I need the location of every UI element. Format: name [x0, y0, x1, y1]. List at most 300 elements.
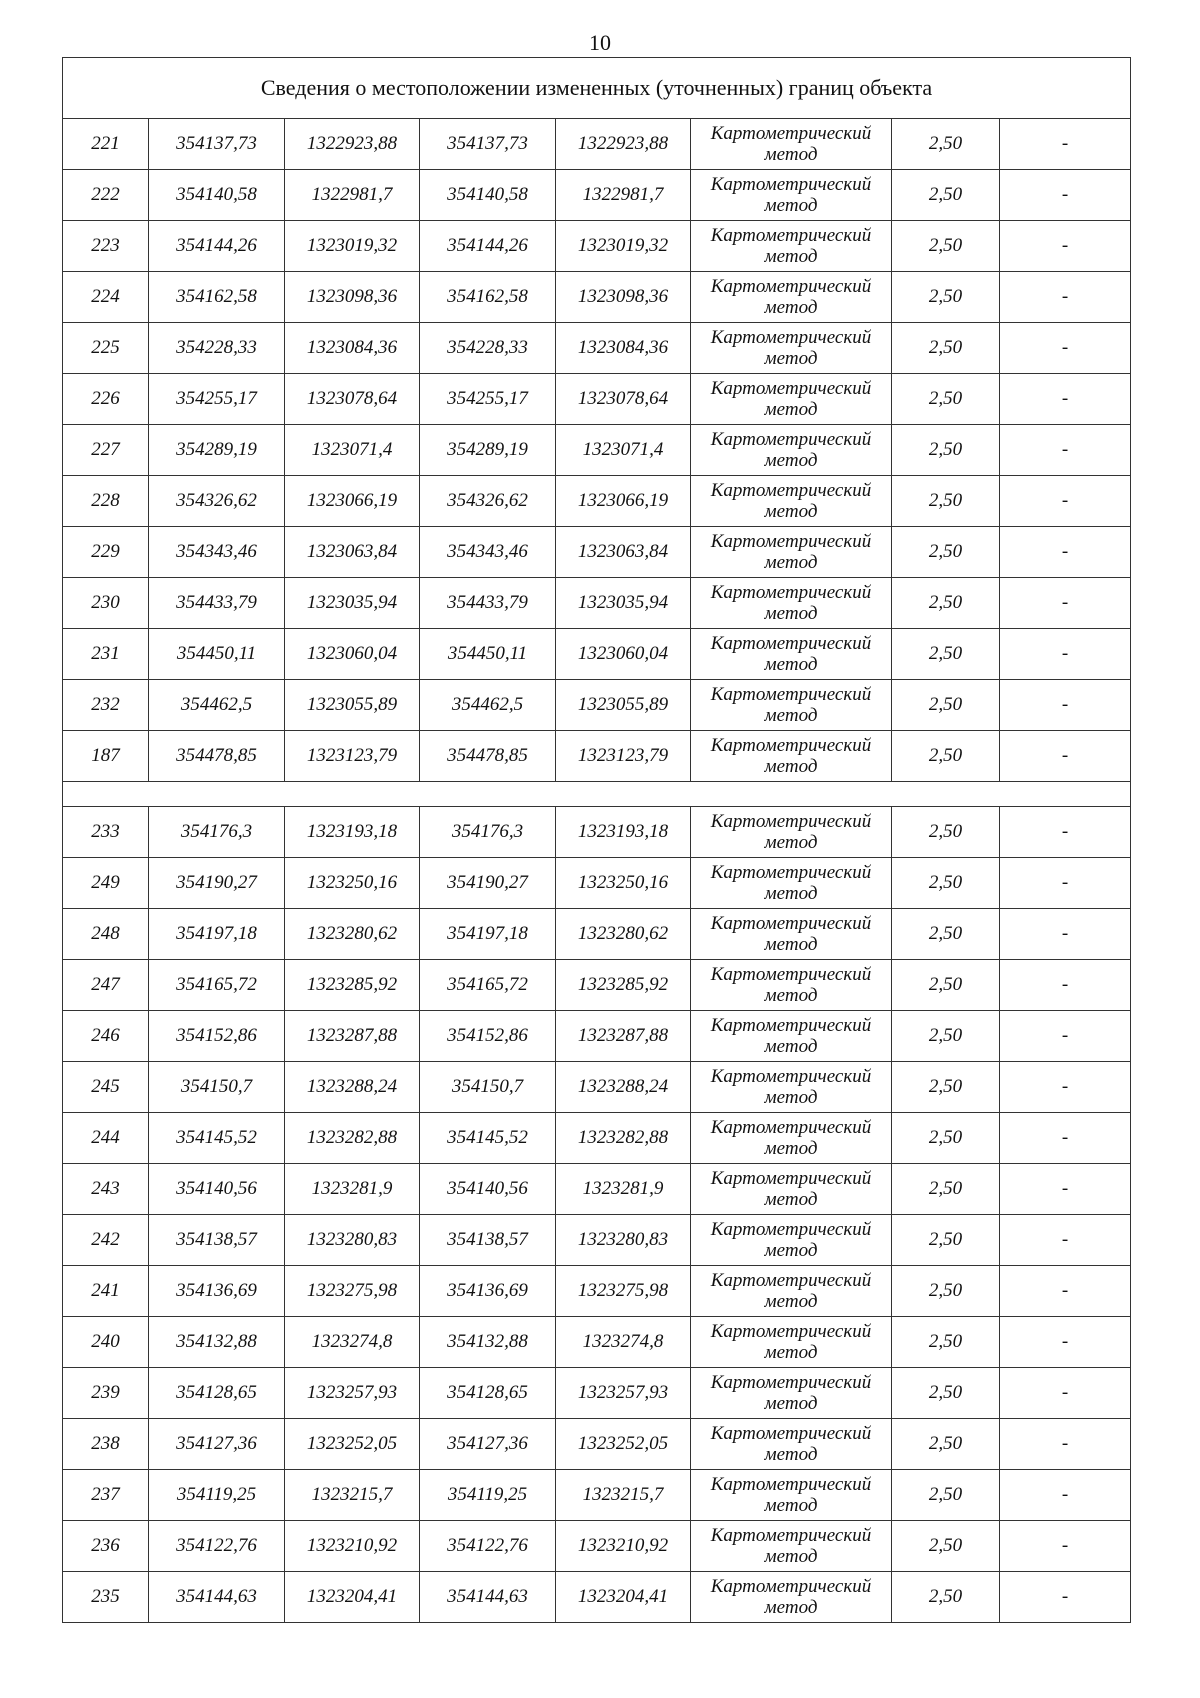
refined-x-cell: 354127,36 [420, 1419, 556, 1470]
existing-x-cell: 354128,65 [149, 1368, 285, 1419]
table-row [63, 527, 1131, 578]
table-row [63, 1419, 1131, 1470]
method-line-1: Картометрический [710, 1321, 872, 1342]
existing-x-cell: 354343,46 [149, 527, 285, 578]
table-row [63, 170, 1131, 221]
table-row [63, 1317, 1131, 1368]
refined-y-cell: 1323280,62 [556, 909, 691, 960]
accuracy-cell: 2,50 [892, 527, 1000, 578]
method-line-2: метод [764, 1597, 818, 1618]
table-row [63, 425, 1131, 476]
refined-x-cell: 354176,3 [420, 807, 556, 858]
method-line-1: Картометрический [710, 684, 872, 705]
method-line-1: Картометрический [710, 123, 872, 144]
existing-x-cell: 354478,85 [149, 731, 285, 782]
method-line-1: Картометрический [710, 1117, 872, 1138]
refined-y-cell: 1323019,32 [556, 221, 691, 272]
point-number-cell: 238 [63, 1419, 149, 1470]
point-number-cell: 233 [63, 807, 149, 858]
method-line-1: Картометрический [710, 964, 872, 985]
refined-x-cell: 354122,76 [420, 1521, 556, 1572]
refined-x-cell: 354138,57 [420, 1215, 556, 1266]
accuracy-cell: 2,50 [892, 858, 1000, 909]
note-cell: - [1000, 1317, 1131, 1368]
refined-y-cell: 1323098,36 [556, 272, 691, 323]
method-line-1: Картометрический [710, 1168, 872, 1189]
method-cell [691, 1317, 892, 1368]
refined-x-cell: 354228,33 [420, 323, 556, 374]
method-cell [691, 1572, 892, 1623]
method-line-2: метод [764, 399, 818, 420]
method-line-1: Картометрический [710, 1423, 872, 1444]
section-title-row [63, 58, 1131, 119]
note-cell: - [1000, 1113, 1131, 1164]
method-line-1: Картометрический [710, 913, 872, 934]
accuracy-cell: 2,50 [892, 1113, 1000, 1164]
refined-x-cell: 354128,65 [420, 1368, 556, 1419]
table-row [63, 1062, 1131, 1113]
existing-y-cell: 1323287,88 [285, 1011, 420, 1062]
method-cell [691, 858, 892, 909]
method-line-1: Картометрический [710, 633, 872, 654]
refined-y-cell: 1323250,16 [556, 858, 691, 909]
table-row [63, 960, 1131, 1011]
refined-x-cell: 354137,73 [420, 119, 556, 170]
accuracy-cell: 2,50 [892, 272, 1000, 323]
method-line-1: Картометрический [710, 531, 872, 552]
existing-x-cell: 354137,73 [149, 119, 285, 170]
refined-x-cell: 354433,79 [420, 578, 556, 629]
method-line-2: метод [764, 552, 818, 573]
point-number-cell: 243 [63, 1164, 149, 1215]
table-row [63, 323, 1131, 374]
method-cell [691, 960, 892, 1011]
note-cell: - [1000, 1521, 1131, 1572]
table-row [63, 680, 1131, 731]
table-row [63, 1266, 1131, 1317]
existing-y-cell: 1322981,7 [285, 170, 420, 221]
note-cell: - [1000, 1470, 1131, 1521]
existing-x-cell: 354127,36 [149, 1419, 285, 1470]
table-row [63, 1011, 1131, 1062]
accuracy-cell: 2,50 [892, 374, 1000, 425]
table-row [63, 731, 1131, 782]
method-line-1: Картометрический [710, 378, 872, 399]
method-line-2: метод [764, 1546, 818, 1567]
note-cell: - [1000, 1062, 1131, 1113]
note-cell: - [1000, 731, 1131, 782]
refined-y-cell: 1323288,24 [556, 1062, 691, 1113]
method-line-2: метод [764, 603, 818, 624]
method-cell [691, 476, 892, 527]
refined-x-cell: 354462,5 [420, 680, 556, 731]
existing-x-cell: 354289,19 [149, 425, 285, 476]
accuracy-cell: 2,50 [892, 1368, 1000, 1419]
refined-x-cell: 354140,56 [420, 1164, 556, 1215]
refined-y-cell: 1323275,98 [556, 1266, 691, 1317]
refined-y-cell: 1323066,19 [556, 476, 691, 527]
note-cell: - [1000, 221, 1131, 272]
method-cell [691, 527, 892, 578]
note-cell: - [1000, 960, 1131, 1011]
existing-x-cell: 354144,63 [149, 1572, 285, 1623]
existing-x-cell: 354140,58 [149, 170, 285, 221]
note-cell: - [1000, 1164, 1131, 1215]
refined-x-cell: 354152,86 [420, 1011, 556, 1062]
accuracy-cell: 2,50 [892, 1164, 1000, 1215]
refined-x-cell: 354144,63 [420, 1572, 556, 1623]
refined-x-cell: 354136,69 [420, 1266, 556, 1317]
method-line-1: Картометрический [710, 1525, 872, 1546]
point-number-cell: 225 [63, 323, 149, 374]
accuracy-cell: 2,50 [892, 425, 1000, 476]
refined-y-cell: 1323063,84 [556, 527, 691, 578]
table-row [63, 272, 1131, 323]
accuracy-cell: 2,50 [892, 476, 1000, 527]
refined-x-cell: 354165,72 [420, 960, 556, 1011]
refined-y-cell: 1323071,4 [556, 425, 691, 476]
existing-y-cell: 1323210,92 [285, 1521, 420, 1572]
method-line-1: Картометрический [710, 1270, 872, 1291]
table-row [63, 374, 1131, 425]
refined-y-cell: 1323280,83 [556, 1215, 691, 1266]
point-number-cell: 236 [63, 1521, 149, 1572]
note-cell: - [1000, 1368, 1131, 1419]
existing-y-cell: 1322923,88 [285, 119, 420, 170]
note-cell: - [1000, 374, 1131, 425]
accuracy-cell: 2,50 [892, 1011, 1000, 1062]
accuracy-cell: 2,50 [892, 170, 1000, 221]
point-number-cell: 224 [63, 272, 149, 323]
existing-y-cell: 1323055,89 [285, 680, 420, 731]
refined-y-cell: 1323210,92 [556, 1521, 691, 1572]
existing-y-cell: 1323252,05 [285, 1419, 420, 1470]
refined-y-cell: 1323035,94 [556, 578, 691, 629]
point-number-cell: 228 [63, 476, 149, 527]
method-cell [691, 731, 892, 782]
refined-x-cell: 354132,88 [420, 1317, 556, 1368]
accuracy-cell: 2,50 [892, 119, 1000, 170]
method-cell [691, 425, 892, 476]
point-number-cell: 222 [63, 170, 149, 221]
point-number-cell: 227 [63, 425, 149, 476]
method-cell [691, 170, 892, 221]
method-line-1: Картометрический [710, 174, 872, 195]
accuracy-cell: 2,50 [892, 578, 1000, 629]
point-number-cell: 239 [63, 1368, 149, 1419]
method-cell [691, 272, 892, 323]
accuracy-cell: 2,50 [892, 1572, 1000, 1623]
refined-x-cell: 354343,46 [420, 527, 556, 578]
point-number-cell: 223 [63, 221, 149, 272]
accuracy-cell: 2,50 [892, 807, 1000, 858]
refined-x-cell: 354326,62 [420, 476, 556, 527]
existing-y-cell: 1323280,83 [285, 1215, 420, 1266]
accuracy-cell: 2,50 [892, 1419, 1000, 1470]
refined-y-cell: 1323252,05 [556, 1419, 691, 1470]
method-line-2: метод [764, 985, 818, 1006]
method-line-1: Картометрический [710, 276, 872, 297]
refined-x-cell: 354197,18 [420, 909, 556, 960]
refined-y-cell: 1323084,36 [556, 323, 691, 374]
table-row [63, 1368, 1131, 1419]
refined-x-cell: 354150,7 [420, 1062, 556, 1113]
refined-y-cell: 1323055,89 [556, 680, 691, 731]
existing-x-cell: 354190,27 [149, 858, 285, 909]
table-row [63, 578, 1131, 629]
existing-y-cell: 1323098,36 [285, 272, 420, 323]
method-line-1: Картометрический [710, 1066, 872, 1087]
point-number-cell: 242 [63, 1215, 149, 1266]
point-number-cell: 231 [63, 629, 149, 680]
note-cell: - [1000, 858, 1131, 909]
refined-y-cell: 1323215,7 [556, 1470, 691, 1521]
existing-x-cell: 354132,88 [149, 1317, 285, 1368]
method-line-2: метод [764, 1087, 818, 1108]
method-line-2: метод [764, 1240, 818, 1261]
existing-y-cell: 1323019,32 [285, 221, 420, 272]
existing-y-cell: 1323285,92 [285, 960, 420, 1011]
method-line-2: метод [764, 883, 818, 904]
method-line-2: метод [764, 654, 818, 675]
existing-y-cell: 1323060,04 [285, 629, 420, 680]
accuracy-cell: 2,50 [892, 1266, 1000, 1317]
method-line-1: Картометрический [710, 429, 872, 450]
point-number-cell: 241 [63, 1266, 149, 1317]
method-cell [691, 1011, 892, 1062]
accuracy-cell: 2,50 [892, 1062, 1000, 1113]
refined-x-cell: 354119,25 [420, 1470, 556, 1521]
existing-y-cell: 1323063,84 [285, 527, 420, 578]
point-number-cell: 245 [63, 1062, 149, 1113]
existing-x-cell: 354162,58 [149, 272, 285, 323]
point-number-cell: 221 [63, 119, 149, 170]
method-cell [691, 119, 892, 170]
table-row [63, 221, 1131, 272]
group-separator-row [63, 782, 1131, 807]
method-line-2: метод [764, 1342, 818, 1363]
refined-y-cell: 1323274,8 [556, 1317, 691, 1368]
existing-x-cell: 354150,7 [149, 1062, 285, 1113]
method-cell [691, 1368, 892, 1419]
existing-y-cell: 1323281,9 [285, 1164, 420, 1215]
existing-x-cell: 354450,11 [149, 629, 285, 680]
refined-x-cell: 354478,85 [420, 731, 556, 782]
table-row [63, 1113, 1131, 1164]
existing-y-cell: 1323078,64 [285, 374, 420, 425]
existing-y-cell: 1323257,93 [285, 1368, 420, 1419]
method-cell [691, 578, 892, 629]
refined-x-cell: 354145,52 [420, 1113, 556, 1164]
existing-y-cell: 1323282,88 [285, 1113, 420, 1164]
method-line-2: метод [764, 705, 818, 726]
point-number-cell: 246 [63, 1011, 149, 1062]
method-line-1: Картометрический [710, 1576, 872, 1597]
point-number-cell: 229 [63, 527, 149, 578]
refined-y-cell: 1323281,9 [556, 1164, 691, 1215]
existing-x-cell: 354136,69 [149, 1266, 285, 1317]
note-cell: - [1000, 1215, 1131, 1266]
existing-y-cell: 1323035,94 [285, 578, 420, 629]
accuracy-cell: 2,50 [892, 909, 1000, 960]
method-line-1: Картометрический [710, 1474, 872, 1495]
existing-x-cell: 354145,52 [149, 1113, 285, 1164]
method-line-2: метод [764, 1036, 818, 1057]
refined-x-cell: 354190,27 [420, 858, 556, 909]
existing-x-cell: 354144,26 [149, 221, 285, 272]
note-cell: - [1000, 119, 1131, 170]
point-number-cell: 240 [63, 1317, 149, 1368]
point-number-cell: 248 [63, 909, 149, 960]
refined-y-cell: 1323287,88 [556, 1011, 691, 1062]
method-line-2: метод [764, 1444, 818, 1465]
accuracy-cell: 2,50 [892, 1317, 1000, 1368]
method-cell [691, 1113, 892, 1164]
method-line-2: метод [764, 934, 818, 955]
existing-y-cell: 1323071,4 [285, 425, 420, 476]
method-cell [691, 909, 892, 960]
refined-x-cell: 354450,11 [420, 629, 556, 680]
note-cell: - [1000, 527, 1131, 578]
note-cell: - [1000, 323, 1131, 374]
method-cell [691, 1266, 892, 1317]
point-number-cell: 247 [63, 960, 149, 1011]
existing-y-cell: 1323288,24 [285, 1062, 420, 1113]
accuracy-cell: 2,50 [892, 323, 1000, 374]
method-line-2: метод [764, 246, 818, 267]
point-number-cell: 232 [63, 680, 149, 731]
table-row [63, 807, 1131, 858]
accuracy-cell: 2,50 [892, 1521, 1000, 1572]
existing-y-cell: 1323123,79 [285, 731, 420, 782]
note-cell: - [1000, 1011, 1131, 1062]
method-line-2: метод [764, 195, 818, 216]
refined-x-cell: 354144,26 [420, 221, 556, 272]
method-cell [691, 374, 892, 425]
existing-x-cell: 354138,57 [149, 1215, 285, 1266]
method-line-2: метод [764, 1393, 818, 1414]
method-line-1: Картометрический [710, 1372, 872, 1393]
refined-y-cell: 1323193,18 [556, 807, 691, 858]
point-number-cell: 244 [63, 1113, 149, 1164]
refined-x-cell: 354255,17 [420, 374, 556, 425]
point-number-cell: 230 [63, 578, 149, 629]
method-line-2: метод [764, 832, 818, 853]
table-row [63, 1521, 1131, 1572]
refined-x-cell: 354140,58 [420, 170, 556, 221]
note-cell: - [1000, 1266, 1131, 1317]
table-row [63, 858, 1131, 909]
existing-x-cell: 354228,33 [149, 323, 285, 374]
accuracy-cell: 2,50 [892, 1470, 1000, 1521]
existing-y-cell: 1323280,62 [285, 909, 420, 960]
existing-x-cell: 354176,3 [149, 807, 285, 858]
method-cell [691, 1062, 892, 1113]
point-number-cell: 249 [63, 858, 149, 909]
existing-y-cell: 1323274,8 [285, 1317, 420, 1368]
refined-y-cell: 1323078,64 [556, 374, 691, 425]
refined-y-cell: 1322923,88 [556, 119, 691, 170]
refined-y-cell: 1323204,41 [556, 1572, 691, 1623]
method-line-1: Картометрический [710, 582, 872, 603]
method-cell [691, 1470, 892, 1521]
method-cell [691, 323, 892, 374]
note-cell: - [1000, 1572, 1131, 1623]
refined-y-cell: 1323285,92 [556, 960, 691, 1011]
method-line-1: Картометрический [710, 225, 872, 246]
method-line-2: метод [764, 1495, 818, 1516]
existing-x-cell: 354255,17 [149, 374, 285, 425]
method-line-1: Картометрический [710, 735, 872, 756]
table-row [63, 629, 1131, 680]
refined-y-cell: 1323060,04 [556, 629, 691, 680]
page-number: 10 [589, 30, 611, 55]
refined-y-cell: 1323282,88 [556, 1113, 691, 1164]
point-number-cell: 237 [63, 1470, 149, 1521]
note-cell: - [1000, 476, 1131, 527]
accuracy-cell: 2,50 [892, 731, 1000, 782]
method-line-2: метод [764, 501, 818, 522]
method-line-1: Картометрический [710, 862, 872, 883]
existing-x-cell: 354140,56 [149, 1164, 285, 1215]
existing-x-cell: 354326,62 [149, 476, 285, 527]
table-row [63, 909, 1131, 960]
method-line-1: Картометрический [710, 327, 872, 348]
method-line-2: метод [764, 1138, 818, 1159]
note-cell: - [1000, 680, 1131, 731]
existing-x-cell: 354119,25 [149, 1470, 285, 1521]
method-line-2: метод [764, 756, 818, 777]
refined-x-cell: 354162,58 [420, 272, 556, 323]
table-row [63, 1572, 1131, 1623]
table-row [63, 476, 1131, 527]
existing-y-cell: 1323084,36 [285, 323, 420, 374]
method-cell [691, 1419, 892, 1470]
method-line-1: Картометрический [710, 1219, 872, 1240]
note-cell: - [1000, 578, 1131, 629]
accuracy-cell: 2,50 [892, 629, 1000, 680]
group-separator [63, 782, 1131, 807]
method-line-2: метод [764, 1189, 818, 1210]
method-line-2: метод [764, 450, 818, 471]
method-cell [691, 1215, 892, 1266]
point-number-cell: 235 [63, 1572, 149, 1623]
accuracy-cell: 2,50 [892, 680, 1000, 731]
note-cell: - [1000, 170, 1131, 221]
method-line-2: метод [764, 348, 818, 369]
point-number-cell: 226 [63, 374, 149, 425]
table-row [63, 1215, 1131, 1266]
method-line-2: метод [764, 144, 818, 165]
refined-x-cell: 354289,19 [420, 425, 556, 476]
method-line-2: метод [764, 297, 818, 318]
table-row [63, 119, 1131, 170]
existing-x-cell: 354197,18 [149, 909, 285, 960]
method-cell [691, 1521, 892, 1572]
section-title: Сведения о местоположении измененных (уточненных) границ объекта [63, 58, 1131, 119]
existing-y-cell: 1323215,7 [285, 1470, 420, 1521]
existing-x-cell: 354462,5 [149, 680, 285, 731]
existing-x-cell: 354165,72 [149, 960, 285, 1011]
note-cell: - [1000, 1419, 1131, 1470]
existing-x-cell: 354433,79 [149, 578, 285, 629]
method-line-1: Картометрический [710, 1015, 872, 1036]
existing-y-cell: 1323275,98 [285, 1266, 420, 1317]
existing-y-cell: 1323066,19 [285, 476, 420, 527]
refined-y-cell: 1323123,79 [556, 731, 691, 782]
method-line-1: Картометрический [710, 811, 872, 832]
note-cell: - [1000, 272, 1131, 323]
